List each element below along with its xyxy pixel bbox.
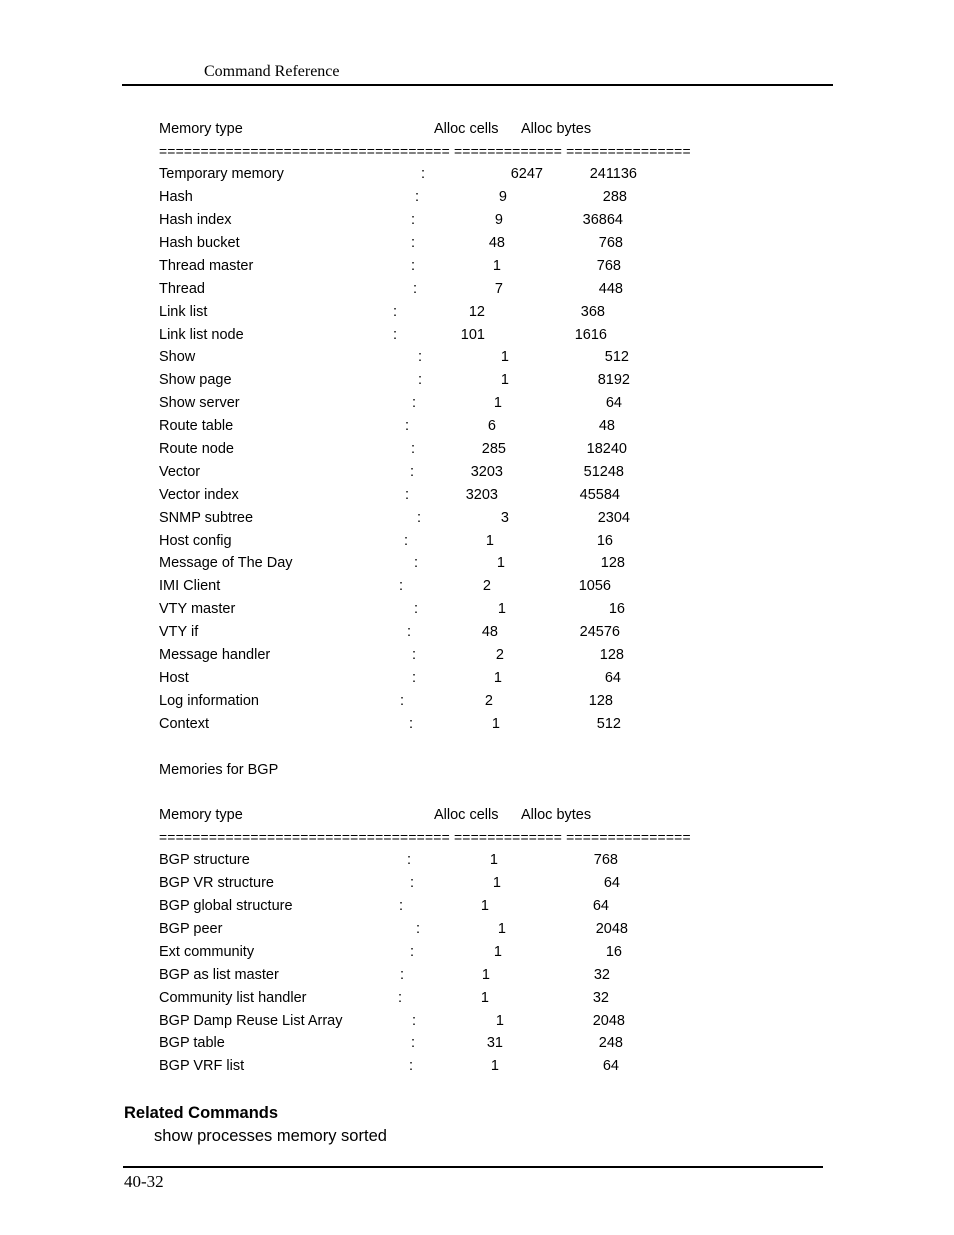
table-row	[0, 301, 954, 324]
alloc-bytes-cell: 64	[592, 898, 609, 915]
table-row	[0, 232, 954, 255]
table-row	[0, 438, 954, 461]
column-header-alloc-bytes: Alloc bytes	[521, 806, 592, 823]
colon-separator: :	[411, 395, 417, 412]
memory-type-cell: BGP VR structure	[159, 875, 274, 892]
colon-separator: :	[417, 372, 423, 389]
alloc-cells-cell: 1	[492, 257, 501, 274]
colon-separator: :	[410, 440, 416, 457]
separator-line: =================================== ============= ===============	[159, 143, 691, 160]
colon-separator: :	[417, 349, 423, 366]
table-row	[0, 918, 954, 941]
memory-type-cell: Show page	[159, 372, 232, 389]
table-header-row	[0, 804, 954, 827]
alloc-bytes-cell: 512	[596, 715, 621, 732]
colon-separator: :	[409, 875, 415, 892]
memory-type-cell: Vector	[159, 463, 201, 480]
separator-row	[0, 140, 954, 163]
alloc-cells-cell: 3	[500, 509, 509, 526]
colon-separator: :	[414, 189, 420, 206]
memory-type-cell: BGP table	[159, 1035, 225, 1052]
table-row	[0, 598, 954, 621]
colon-separator: :	[406, 852, 412, 869]
colon-separator: :	[415, 920, 421, 937]
colon-separator: :	[411, 646, 417, 663]
alloc-bytes-cell: 32	[592, 989, 609, 1006]
alloc-bytes-cell: 64	[603, 875, 620, 892]
alloc-bytes-cell: 18240	[586, 440, 627, 457]
footer-rule	[123, 1166, 823, 1168]
memory-type-cell: Host	[159, 669, 189, 686]
page-header-title: Command Reference	[204, 63, 340, 80]
table-row	[0, 209, 954, 232]
table-row	[0, 621, 954, 644]
alloc-cells-cell: 1	[497, 601, 506, 618]
memory-type-cell: BGP peer	[159, 920, 223, 937]
alloc-bytes-cell: 8192	[597, 372, 630, 389]
colon-separator: :	[413, 555, 419, 572]
memory-type-cell: Show	[159, 349, 196, 366]
alloc-cells-cell: 48	[488, 234, 505, 251]
memory-type-cell: IMI Client	[159, 578, 221, 595]
alloc-bytes-cell: 64	[604, 669, 621, 686]
related-commands-heading: Related Commands	[124, 1104, 279, 1122]
alloc-bytes-cell: 2048	[592, 1012, 625, 1029]
alloc-cells-cell: 1	[493, 395, 502, 412]
alloc-cells-cell: 2	[484, 692, 493, 709]
separator-row	[0, 826, 954, 849]
memory-type-cell: Link list	[159, 303, 208, 320]
alloc-cells-cell: 1	[492, 875, 501, 892]
alloc-bytes-cell: 16	[605, 943, 622, 960]
alloc-bytes-cell: 128	[600, 555, 625, 572]
alloc-bytes-cell: 24576	[579, 624, 620, 641]
memory-type-cell: Route node	[159, 440, 234, 457]
memory-type-cell: Vector index	[159, 486, 239, 503]
alloc-cells-cell: 1	[497, 920, 506, 937]
colon-separator: :	[410, 234, 416, 251]
table-row	[0, 530, 954, 553]
alloc-bytes-cell: 2304	[597, 509, 630, 526]
related-command-link[interactable]: show processes memory sorted	[154, 1127, 387, 1145]
colon-separator: :	[420, 166, 426, 183]
alloc-cells-cell: 1	[500, 372, 509, 389]
alloc-cells-cell: 1	[489, 852, 498, 869]
memory-type-cell: BGP as list master	[159, 966, 279, 983]
table-row	[0, 895, 954, 918]
alloc-bytes-cell: 16	[596, 532, 613, 549]
colon-separator: :	[409, 943, 415, 960]
alloc-bytes-cell: 368	[580, 303, 605, 320]
alloc-cells-cell: 3203	[470, 463, 503, 480]
table-row	[0, 1055, 954, 1078]
colon-separator: :	[408, 715, 414, 732]
alloc-bytes-cell: 64	[602, 1058, 619, 1075]
alloc-cells-cell: 9	[498, 189, 507, 206]
memory-type-cell: BGP structure	[159, 852, 250, 869]
table-row	[0, 690, 954, 713]
alloc-bytes-cell: 768	[593, 852, 618, 869]
table-body	[0, 849, 954, 1078]
memory-type-cell: VTY master	[159, 601, 236, 618]
alloc-cells-cell: 9	[494, 212, 503, 229]
colon-separator: :	[410, 212, 416, 229]
column-header-memory-type: Memory type	[159, 120, 243, 137]
table-row	[0, 278, 954, 301]
colon-separator: :	[410, 257, 416, 274]
alloc-bytes-cell: 51248	[583, 463, 624, 480]
alloc-bytes-cell: 288	[602, 189, 627, 206]
memory-type-cell: BGP Damp Reuse List Array	[159, 1012, 343, 1029]
alloc-bytes-cell: 48	[598, 418, 615, 435]
alloc-bytes-cell: 16	[608, 601, 625, 618]
alloc-cells-cell: 12	[468, 303, 485, 320]
page-number: 40-32	[124, 1172, 164, 1191]
alloc-bytes-cell: 448	[598, 280, 623, 297]
alloc-cells-cell: 48	[481, 624, 498, 641]
alloc-bytes-cell: 128	[599, 646, 624, 663]
alloc-cells-cell: 1	[481, 966, 490, 983]
column-header-alloc-bytes: Alloc bytes	[521, 120, 592, 137]
alloc-cells-cell: 101	[460, 326, 485, 343]
header-rule	[122, 84, 833, 86]
memory-type-cell: Thread master	[159, 257, 254, 274]
alloc-bytes-cell: 512	[604, 349, 629, 366]
memory-type-cell: VTY if	[159, 624, 199, 641]
memory-type-cell: Message of The Day	[159, 555, 293, 572]
alloc-cells-cell: 1	[495, 1012, 504, 1029]
table-row	[0, 872, 954, 895]
memory-type-cell: Ext community	[159, 943, 255, 960]
colon-separator: :	[411, 1012, 417, 1029]
column-header-alloc-cells: Alloc cells	[434, 120, 499, 137]
table-row	[0, 1032, 954, 1055]
colon-separator: :	[406, 624, 412, 641]
table-row	[0, 255, 954, 278]
alloc-cells-cell: 7	[494, 280, 503, 297]
table-row	[0, 644, 954, 667]
memory-type-cell: Message handler	[159, 646, 271, 663]
memory-table-general	[0, 118, 954, 736]
table-row	[0, 849, 954, 872]
table-row	[0, 186, 954, 209]
alloc-cells-cell: 3203	[465, 486, 498, 503]
memory-type-cell: Hash bucket	[159, 234, 240, 251]
memory-type-cell: Route table	[159, 418, 234, 435]
memory-type-cell: SNMP subtree	[159, 509, 254, 526]
alloc-cells-cell: 6247	[510, 166, 543, 183]
memory-type-cell: Thread	[159, 280, 205, 297]
table-row	[0, 163, 954, 186]
alloc-cells-cell: 1	[480, 898, 489, 915]
colon-separator: :	[410, 1035, 416, 1052]
memory-table-bgp	[0, 804, 954, 1079]
alloc-bytes-cell: 64	[605, 395, 622, 412]
memory-type-cell: Host config	[159, 532, 232, 549]
alloc-bytes-cell: 768	[596, 257, 621, 274]
memory-type-cell: Context	[159, 715, 209, 732]
alloc-bytes-cell: 36864	[582, 212, 623, 229]
colon-separator: :	[404, 486, 410, 503]
alloc-cells-cell: 1	[485, 532, 494, 549]
alloc-cells-cell: 6	[487, 418, 496, 435]
colon-separator: :	[408, 1058, 414, 1075]
alloc-bytes-cell: 1056	[578, 578, 611, 595]
memory-type-cell: BGP VRF list	[159, 1058, 245, 1075]
colon-separator: :	[392, 326, 398, 343]
alloc-cells-cell: 1	[480, 989, 489, 1006]
table-row	[0, 713, 954, 736]
memory-type-cell: Hash	[159, 189, 193, 206]
column-header-alloc-cells: Alloc cells	[434, 806, 499, 823]
colon-separator: :	[416, 509, 422, 526]
table-header-row	[0, 118, 954, 141]
table-row	[0, 346, 954, 369]
colon-separator: :	[412, 280, 418, 297]
table-row	[0, 324, 954, 347]
memory-type-cell: Show server	[159, 395, 240, 412]
colon-separator: :	[398, 898, 404, 915]
colon-separator: :	[403, 532, 409, 549]
colon-separator: :	[392, 303, 398, 320]
table-row	[0, 484, 954, 507]
colon-separator: :	[398, 578, 404, 595]
table-row	[0, 667, 954, 690]
alloc-bytes-cell: 32	[593, 966, 610, 983]
colon-separator: :	[411, 669, 417, 686]
colon-separator: :	[409, 463, 415, 480]
table-row	[0, 575, 954, 598]
alloc-cells-cell: 1	[496, 555, 505, 572]
memory-type-cell: Temporary memory	[159, 166, 284, 183]
table-row	[0, 552, 954, 575]
memory-type-cell: Community list handler	[159, 989, 307, 1006]
alloc-bytes-cell: 45584	[579, 486, 620, 503]
table-row	[0, 964, 954, 987]
colon-separator: :	[399, 966, 405, 983]
colon-separator: :	[397, 989, 403, 1006]
table-row	[0, 461, 954, 484]
separator-line: =================================== ============= ===============	[159, 829, 691, 846]
alloc-cells-cell: 1	[490, 1058, 499, 1075]
memory-type-cell: Hash index	[159, 212, 232, 229]
table-row	[0, 1010, 954, 1033]
alloc-bytes-cell: 241136	[589, 166, 637, 183]
alloc-cells-cell: 1	[500, 349, 509, 366]
alloc-bytes-cell: 1616	[574, 326, 607, 343]
alloc-cells-cell: 1	[491, 715, 500, 732]
alloc-bytes-cell: 768	[598, 234, 623, 251]
alloc-cells-cell: 2	[495, 646, 504, 663]
section-title-bgp: Memories for BGP	[159, 762, 279, 778]
table-row	[0, 941, 954, 964]
table-row	[0, 369, 954, 392]
memory-type-cell: Link list node	[159, 326, 244, 343]
alloc-cells-cell: 31	[486, 1035, 503, 1052]
table-row	[0, 987, 954, 1010]
memory-type-cell: Log information	[159, 692, 259, 709]
alloc-bytes-cell: 128	[588, 692, 613, 709]
alloc-cells-cell: 1	[493, 669, 502, 686]
alloc-bytes-cell: 2048	[595, 920, 628, 937]
colon-separator: :	[413, 601, 419, 618]
alloc-bytes-cell: 248	[598, 1035, 623, 1052]
table-row	[0, 392, 954, 415]
table-row	[0, 415, 954, 438]
column-header-memory-type: Memory type	[159, 806, 243, 823]
alloc-cells-cell: 285	[481, 440, 506, 457]
table-row	[0, 507, 954, 530]
alloc-cells-cell: 1	[493, 943, 502, 960]
table-body	[0, 163, 954, 735]
colon-separator: :	[404, 418, 410, 435]
memory-type-cell: BGP global structure	[159, 898, 293, 915]
colon-separator: :	[399, 692, 405, 709]
alloc-cells-cell: 2	[482, 578, 491, 595]
